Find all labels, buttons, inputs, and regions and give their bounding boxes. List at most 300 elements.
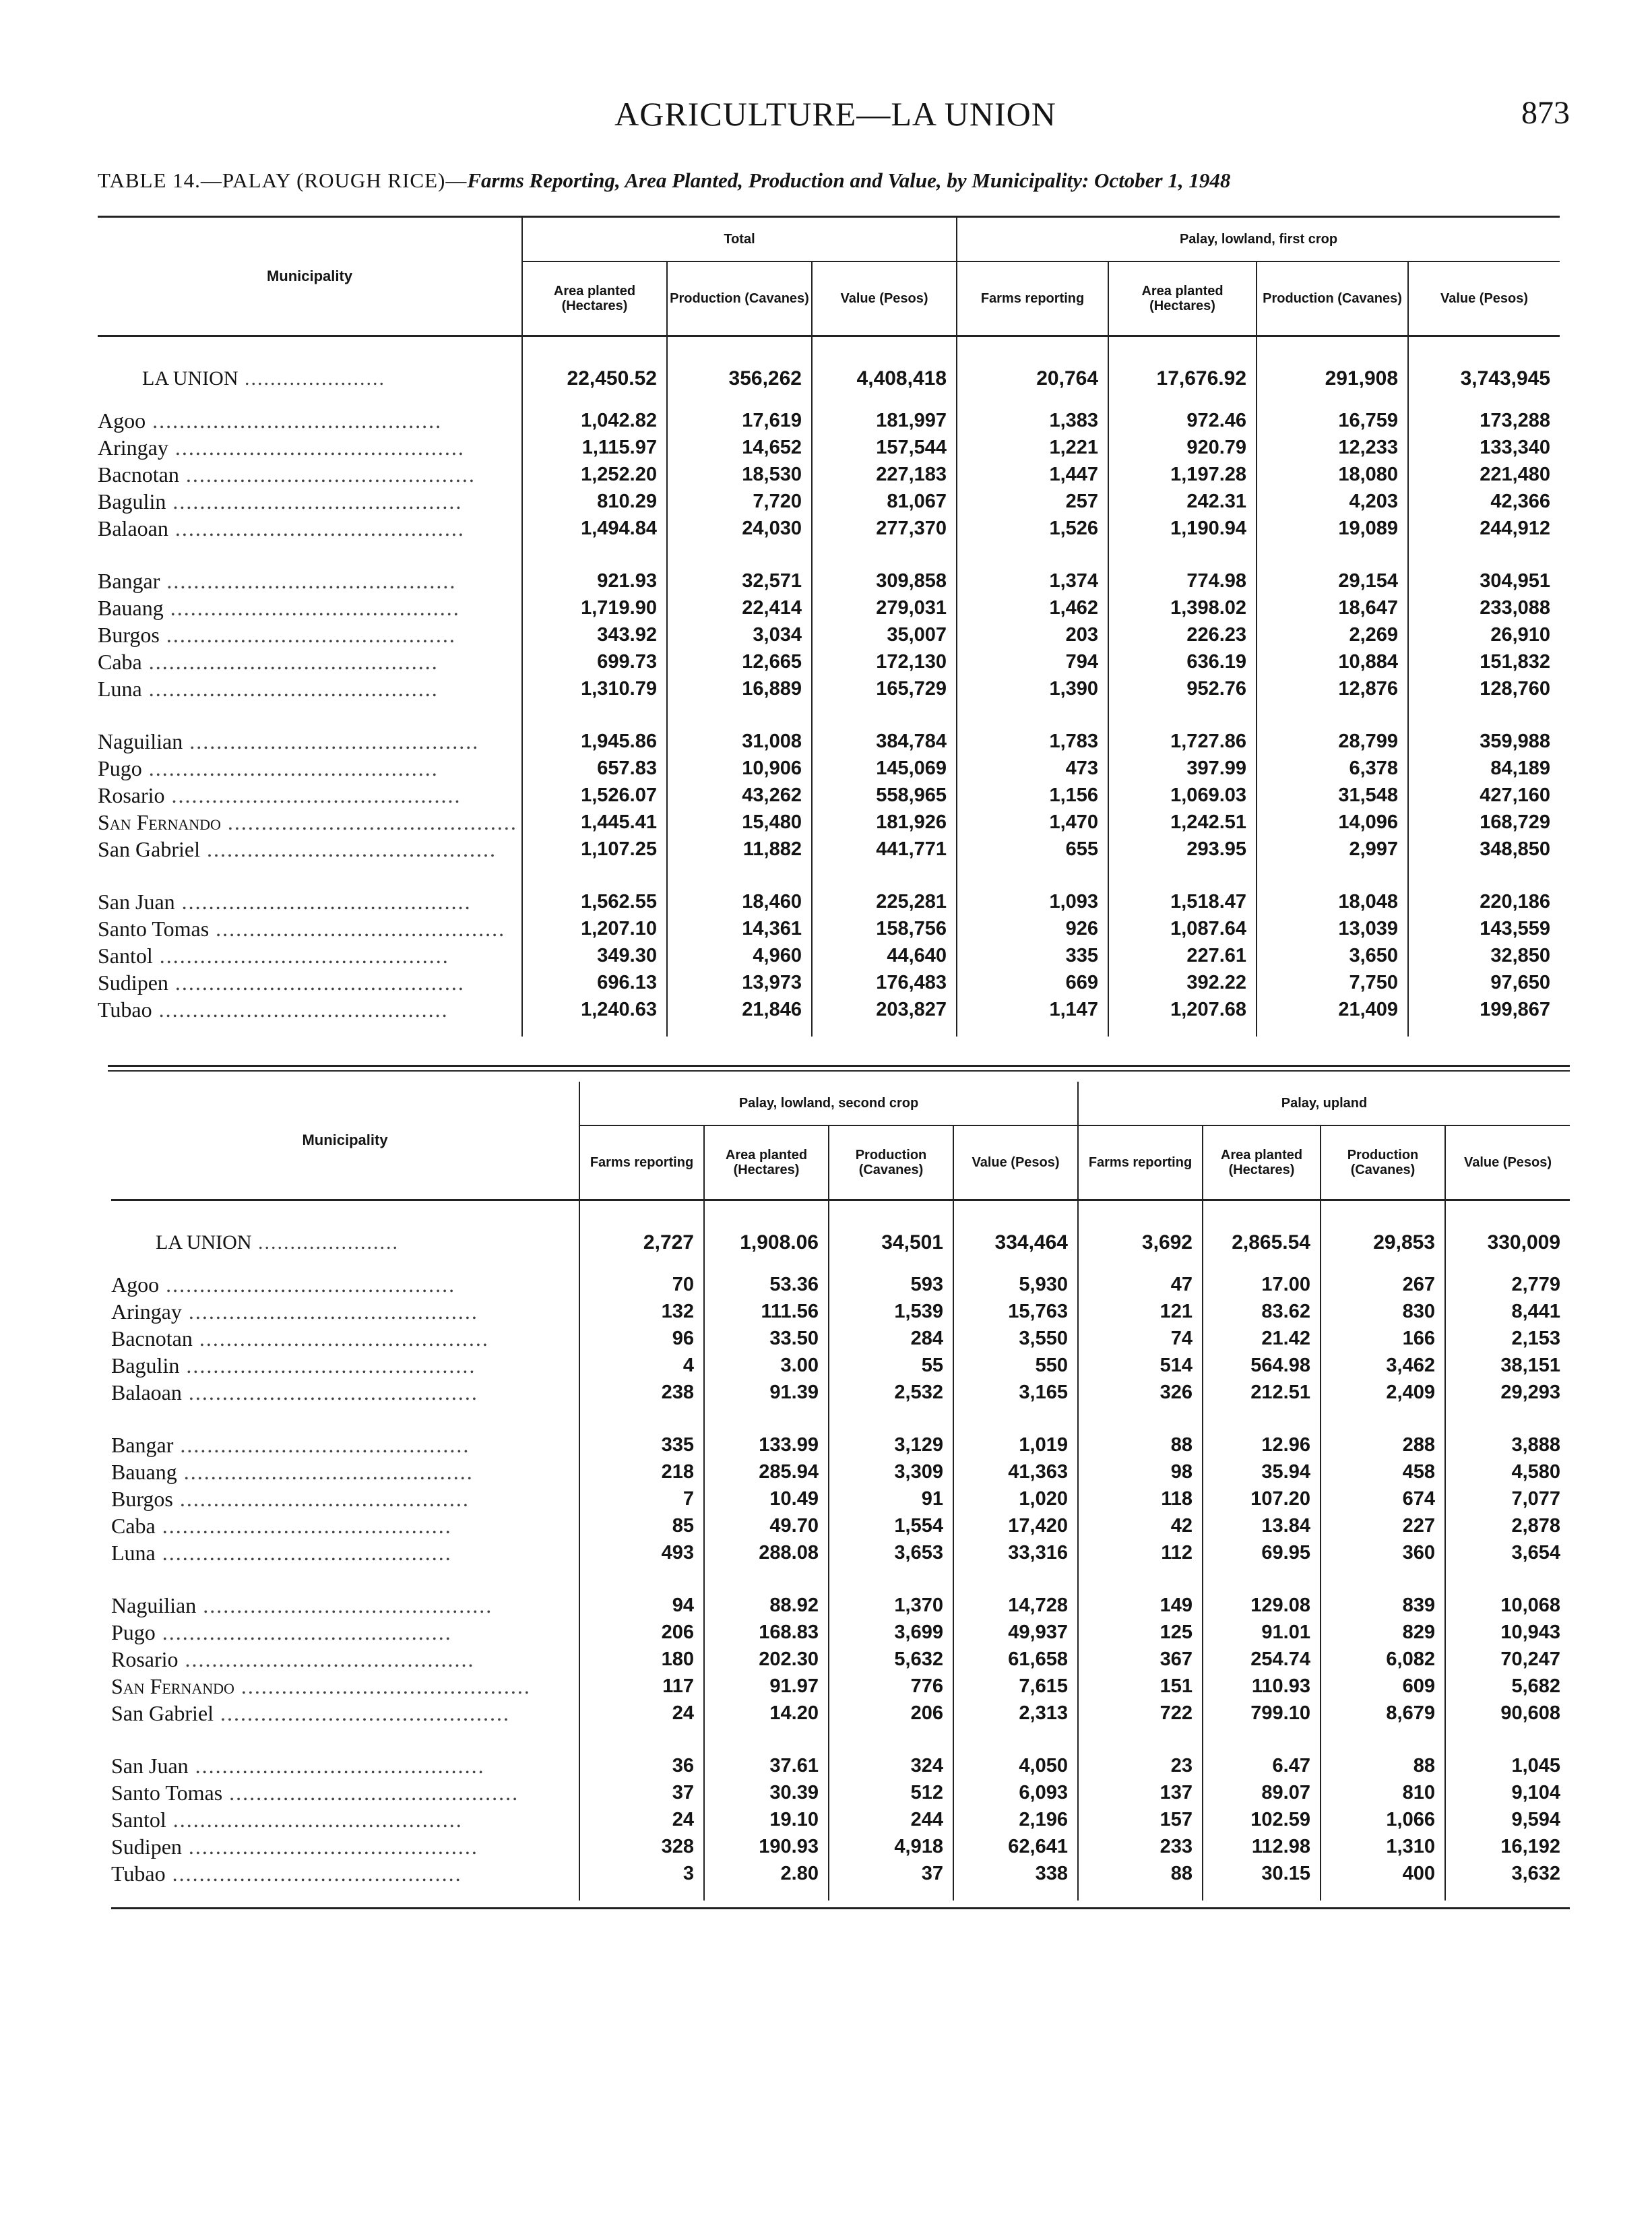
cell-value: 1,462 xyxy=(957,594,1108,621)
leader-dots: ........................................... xyxy=(146,408,443,433)
cell-value: 7 xyxy=(579,1485,704,1512)
cell-value: 3,654 xyxy=(1445,1539,1570,1566)
cell-value: 19,089 xyxy=(1257,515,1408,542)
total-row xyxy=(111,1223,1570,1263)
cell-value: 3,653 xyxy=(829,1539,953,1566)
cell-value: 10,943 xyxy=(1445,1619,1570,1646)
cell-value: 348,850 xyxy=(1408,836,1560,863)
cell-value: 29,293 xyxy=(1445,1379,1570,1406)
cell-value: 226.23 xyxy=(1108,621,1257,648)
cell-value: 17,619 xyxy=(667,407,812,434)
municipality-label: Balaoan xyxy=(111,1380,182,1404)
table-caption xyxy=(98,168,1560,193)
cell-value: 493 xyxy=(579,1539,704,1566)
cell-value: 15,480 xyxy=(667,809,812,836)
table-row xyxy=(111,1779,1570,1806)
municipality-label: Bauang xyxy=(98,595,164,620)
leader-dots: ........................................... xyxy=(178,1646,475,1671)
table-row xyxy=(98,915,1560,942)
cell-value: 2,409 xyxy=(1321,1379,1445,1406)
cell-value: 10,906 xyxy=(667,755,812,782)
municipality-label: Santol xyxy=(98,943,153,968)
municipality-label: Bagulin xyxy=(111,1353,180,1378)
cell-value: 15,763 xyxy=(953,1298,1078,1325)
cell-value: 2,865.54 xyxy=(1203,1223,1321,1263)
leader-dots: ........................................... xyxy=(192,1326,489,1351)
upland-group-header: Palay, upland xyxy=(1078,1082,1570,1125)
cell-value: 774.98 xyxy=(1108,567,1257,594)
cell-value: 3,692 xyxy=(1078,1223,1203,1263)
cell-value: 21,846 xyxy=(667,996,812,1023)
cell-value: 29,853 xyxy=(1321,1223,1445,1263)
cell-value: 3,034 xyxy=(667,621,812,648)
cell-value: 117 xyxy=(579,1673,704,1700)
leader-dots: ........................................... xyxy=(188,1753,485,1778)
cell-value: 44,640 xyxy=(812,942,957,969)
cell-value: 172,130 xyxy=(812,648,957,675)
cell-value: 3,550 xyxy=(953,1325,1078,1352)
cell-value: 49,937 xyxy=(953,1619,1078,1646)
cell-value: 233 xyxy=(1078,1833,1203,1860)
total-label: LA UNION xyxy=(142,367,239,390)
cell-value: 3,888 xyxy=(1445,1431,1570,1458)
municipality-name xyxy=(111,1806,579,1833)
municipality-name xyxy=(98,836,522,863)
leader-dots: ........................................... xyxy=(174,889,472,914)
col-header: Value (Pesos) xyxy=(1408,261,1560,336)
cell-value: 96 xyxy=(579,1325,704,1352)
cell-value: 203,827 xyxy=(812,996,957,1023)
cell-value: 1,783 xyxy=(957,728,1108,755)
cell-value: 6.47 xyxy=(1203,1752,1321,1779)
cell-value: 427,160 xyxy=(1408,782,1560,809)
cell-value: 89.07 xyxy=(1203,1779,1321,1806)
leader-dots: ........................................... xyxy=(160,568,457,593)
municipality-name xyxy=(111,1458,579,1485)
cell-value: 669 xyxy=(957,969,1108,996)
cell-value: 206 xyxy=(829,1700,953,1727)
municipality-label: Tubao xyxy=(98,997,152,1022)
cell-value: 91.01 xyxy=(1203,1619,1321,1646)
cell-value: 32,571 xyxy=(667,567,812,594)
leader-dots: ........................................... xyxy=(159,1272,456,1297)
table-row xyxy=(111,1833,1570,1860)
cell-value: 88 xyxy=(1078,1431,1203,1458)
cell-value: 277,370 xyxy=(812,515,957,542)
cell-value: 90,608 xyxy=(1445,1700,1570,1727)
cell-value: 202.30 xyxy=(704,1646,829,1673)
cell-value: 674 xyxy=(1321,1485,1445,1512)
cell-value: 564.98 xyxy=(1203,1352,1321,1379)
cell-value: 14,652 xyxy=(667,434,812,461)
cell-value: 1,374 xyxy=(957,567,1108,594)
municipality-name xyxy=(98,675,522,702)
cell-value: 1,445.41 xyxy=(522,809,667,836)
cell-value: 330,009 xyxy=(1445,1223,1570,1263)
cell-value: 2,196 xyxy=(953,1806,1078,1833)
table-row xyxy=(98,782,1560,809)
table-row xyxy=(98,461,1560,488)
cell-value: 3,165 xyxy=(953,1379,1078,1406)
table-row xyxy=(111,1458,1570,1485)
cell-value: 21.42 xyxy=(1203,1325,1321,1352)
cell-value: 81,067 xyxy=(812,488,957,515)
cell-value: 212.51 xyxy=(1203,1379,1321,1406)
cell-value: 168,729 xyxy=(1408,809,1560,836)
municipality-label: Burgos xyxy=(111,1486,173,1511)
municipality-name xyxy=(98,782,522,809)
leader-dots: ........................................... xyxy=(213,1700,510,1725)
cell-value: 4,050 xyxy=(953,1752,1078,1779)
cell-value: 244,912 xyxy=(1408,515,1560,542)
cell-value: 69.95 xyxy=(1203,1539,1321,1566)
cell-value: 810.29 xyxy=(522,488,667,515)
municipality-name xyxy=(111,1833,579,1860)
cell-value: 4,203 xyxy=(1257,488,1408,515)
cell-value: 206 xyxy=(579,1619,704,1646)
leader-dots: ........................................... xyxy=(199,836,497,861)
cell-value: 121 xyxy=(1078,1298,1203,1325)
total-label: LA UNION xyxy=(156,1231,252,1254)
cell-value: 254.74 xyxy=(1203,1646,1321,1673)
page-title: AGRICULTURE—LA UNION xyxy=(614,95,1056,133)
cell-value: 19.10 xyxy=(704,1806,829,1833)
cell-value: 110.93 xyxy=(1203,1673,1321,1700)
cell-value: 609 xyxy=(1321,1673,1445,1700)
cell-value: 220,186 xyxy=(1408,888,1560,915)
cell-value: 1,470 xyxy=(957,809,1108,836)
municipality-label: Balaoan xyxy=(98,516,168,540)
cell-value: 166 xyxy=(1321,1325,1445,1352)
cell-value: 2,153 xyxy=(1445,1325,1570,1352)
cell-value: 6,082 xyxy=(1321,1646,1445,1673)
cell-value: 47 xyxy=(1078,1271,1203,1298)
leader-dots: ........................................... xyxy=(166,1807,463,1832)
municipality-label: Agoo xyxy=(111,1272,160,1297)
cell-value: 920.79 xyxy=(1108,434,1257,461)
municipality-name xyxy=(98,594,522,621)
col-header: Production (Cavanes) xyxy=(1257,261,1408,336)
table-row xyxy=(98,621,1560,648)
municipality-name xyxy=(111,1860,579,1887)
cell-value: 91.39 xyxy=(704,1379,829,1406)
municipality-label: San Fernando xyxy=(111,1673,234,1698)
table-row xyxy=(98,675,1560,702)
cell-value: 26,910 xyxy=(1408,621,1560,648)
cell-value: 2.80 xyxy=(704,1860,829,1887)
cell-value: 74 xyxy=(1078,1325,1203,1352)
cell-value: 328 xyxy=(579,1833,704,1860)
cell-value: 111.56 xyxy=(704,1298,829,1325)
table-row xyxy=(98,434,1560,461)
cell-value: 33,316 xyxy=(953,1539,1078,1566)
cell-value: 84,189 xyxy=(1408,755,1560,782)
cell-value: 30.39 xyxy=(704,1779,829,1806)
cell-value: 839 xyxy=(1321,1592,1445,1619)
cell-value: 699.73 xyxy=(522,648,667,675)
col-header: Production (Cavanes) xyxy=(667,261,812,336)
cell-value: 14.20 xyxy=(704,1700,829,1727)
cell-value: 36 xyxy=(579,1752,704,1779)
municipality-label: Caba xyxy=(111,1513,156,1538)
leader-dots: ........................................... xyxy=(164,782,462,807)
cell-value: 34,501 xyxy=(829,1223,953,1263)
municipality-name xyxy=(111,1325,579,1352)
cell-value: 180 xyxy=(579,1646,704,1673)
municipality-name xyxy=(98,488,522,515)
cell-value: 11,882 xyxy=(667,836,812,863)
cell-value: 227 xyxy=(1321,1512,1445,1539)
table-row xyxy=(111,1431,1570,1458)
cell-value: 794 xyxy=(957,648,1108,675)
cell-value: 1,554 xyxy=(829,1512,953,1539)
cell-value: 20,764 xyxy=(957,359,1108,399)
cell-value: 218 xyxy=(579,1458,704,1485)
cell-value: 5,930 xyxy=(953,1271,1078,1298)
cell-value: 6,378 xyxy=(1257,755,1408,782)
leader-dots: ........................................... xyxy=(168,970,465,995)
cell-value: 1,093 xyxy=(957,888,1108,915)
cell-value: 593 xyxy=(829,1271,953,1298)
cell-value: 23 xyxy=(1078,1752,1203,1779)
cell-value: 285.94 xyxy=(704,1458,829,1485)
cell-value: 157 xyxy=(1078,1806,1203,1833)
municipality-name xyxy=(111,1512,579,1539)
cell-value: 22,450.52 xyxy=(522,359,667,399)
table-row xyxy=(111,1352,1570,1379)
leader-dots: ........................................... xyxy=(177,1459,474,1484)
municipality-name xyxy=(111,1779,579,1806)
cell-value: 102.59 xyxy=(1203,1806,1321,1833)
cell-value: 288 xyxy=(1321,1431,1445,1458)
col-header: Area planted (Hectares) xyxy=(704,1125,829,1200)
cell-value: 24 xyxy=(579,1700,704,1727)
municipality-name xyxy=(111,1379,579,1406)
municipality-label: Pugo xyxy=(111,1619,156,1644)
cell-value: 1,526 xyxy=(957,515,1108,542)
leader-dots: ........................................... xyxy=(141,755,439,780)
cell-value: 132 xyxy=(579,1298,704,1325)
municipality-label: Luna xyxy=(111,1540,156,1565)
table-row xyxy=(98,488,1560,515)
cell-value: 88 xyxy=(1321,1752,1445,1779)
table-row xyxy=(111,1539,1570,1566)
cell-value: 9,594 xyxy=(1445,1806,1570,1833)
page-header xyxy=(101,94,1570,148)
municipality-name xyxy=(98,515,522,542)
cell-value: 7,077 xyxy=(1445,1485,1570,1512)
col-header: Farms reporting xyxy=(957,261,1108,336)
leader-dots: ........................................... xyxy=(165,1861,462,1886)
cell-value: 1,945.86 xyxy=(522,728,667,755)
cell-value: 41,363 xyxy=(953,1458,1078,1485)
cell-value: 367 xyxy=(1078,1646,1203,1673)
municipality-name xyxy=(111,1223,579,1263)
table-row xyxy=(98,594,1560,621)
table-caption-lead: TABLE 14.—PALAY (ROUGH RICE)— xyxy=(98,168,468,192)
cell-value: 10,068 xyxy=(1445,1592,1570,1619)
table-row xyxy=(111,1673,1570,1700)
municipality-label: Bagulin xyxy=(98,489,166,514)
municipality-label: Aringay xyxy=(111,1299,182,1324)
cell-value: 3.00 xyxy=(704,1352,829,1379)
municipality-name xyxy=(98,461,522,488)
cell-value: 4,408,418 xyxy=(812,359,957,399)
cell-value: 7,720 xyxy=(667,488,812,515)
cell-value: 1,398.02 xyxy=(1108,594,1257,621)
cell-value: 181,997 xyxy=(812,407,957,434)
leader-dots: ........................................... xyxy=(183,729,480,753)
cell-value: 98 xyxy=(1078,1458,1203,1485)
cell-value: 397.99 xyxy=(1108,755,1257,782)
cell-value: 335 xyxy=(957,942,1108,969)
cell-value: 279,031 xyxy=(812,594,957,621)
leader-dots: ........................................... xyxy=(159,622,456,647)
cell-value: 392.22 xyxy=(1108,969,1257,996)
table-row xyxy=(111,1806,1570,1833)
cell-value: 1,518.47 xyxy=(1108,888,1257,915)
cell-value: 97,650 xyxy=(1408,969,1560,996)
leader-dots: ........................................... xyxy=(168,435,465,460)
cell-value: 125 xyxy=(1078,1619,1203,1646)
cell-value: 70,247 xyxy=(1445,1646,1570,1673)
cell-value: 37 xyxy=(579,1779,704,1806)
municipality-label: Santo Tomas xyxy=(111,1780,223,1805)
municipality-name xyxy=(98,728,522,755)
cell-value: 176,483 xyxy=(812,969,957,996)
table-row xyxy=(111,1485,1570,1512)
leader-dots: ........................................... xyxy=(163,595,460,620)
cell-value: 1,107.25 xyxy=(522,836,667,863)
cell-value: 31,548 xyxy=(1257,782,1408,809)
municipality-label: Tubao xyxy=(111,1861,166,1886)
cell-value: 972.46 xyxy=(1108,407,1257,434)
municipality-name xyxy=(98,407,522,434)
table-row xyxy=(98,809,1560,836)
cell-value: 1,494.84 xyxy=(522,515,667,542)
municipality-name xyxy=(111,1673,579,1700)
table-row xyxy=(98,969,1560,996)
municipality-name xyxy=(111,1352,579,1379)
table-row xyxy=(111,1512,1570,1539)
municipality-label: San Fernando xyxy=(98,809,221,834)
leader-dots: ........................................... xyxy=(152,943,449,968)
cell-value: 291,908 xyxy=(1257,359,1408,399)
table-row xyxy=(98,728,1560,755)
table-row xyxy=(111,1619,1570,1646)
municipality-name xyxy=(111,1298,579,1325)
cell-value: 225,281 xyxy=(812,888,957,915)
cell-value: 6,093 xyxy=(953,1779,1078,1806)
cell-value: 18,460 xyxy=(667,888,812,915)
cell-value: 2,727 xyxy=(579,1223,704,1263)
table-row xyxy=(98,942,1560,969)
cell-value: 1,069.03 xyxy=(1108,782,1257,809)
cell-value: 35,007 xyxy=(812,621,957,648)
cell-value: 158,756 xyxy=(812,915,957,942)
cell-value: 267 xyxy=(1321,1271,1445,1298)
cell-value: 776 xyxy=(829,1673,953,1700)
cell-value: 42 xyxy=(1078,1512,1203,1539)
table-bottom-rule xyxy=(111,1907,1570,1909)
cell-value: 8,441 xyxy=(1445,1298,1570,1325)
cell-value: 1,252.20 xyxy=(522,461,667,488)
table-separator xyxy=(108,1065,1570,1072)
cell-value: 88 xyxy=(1078,1860,1203,1887)
cell-value: 61,658 xyxy=(953,1646,1078,1673)
cell-value: 199,867 xyxy=(1408,996,1560,1023)
leader-dots: ........................................... xyxy=(209,916,506,941)
municipality-name xyxy=(98,434,522,461)
table-row xyxy=(98,996,1560,1023)
cell-value: 4,960 xyxy=(667,942,812,969)
cell-value: 30.15 xyxy=(1203,1860,1321,1887)
cell-value: 203 xyxy=(957,621,1108,648)
municipality-name xyxy=(98,888,522,915)
col-header: Area planted (Hectares) xyxy=(1203,1125,1321,1200)
leader-dots: ........................................... xyxy=(141,649,439,674)
cell-value: 8,679 xyxy=(1321,1700,1445,1727)
municipality-header: Municipality xyxy=(111,1082,579,1200)
cell-value: 3 xyxy=(579,1860,704,1887)
municipality-label: Luna xyxy=(98,676,142,701)
table-row xyxy=(98,567,1560,594)
cell-value: 42,366 xyxy=(1408,488,1560,515)
cell-value: 14,361 xyxy=(667,915,812,942)
total-row xyxy=(98,359,1560,399)
cell-value: 921.93 xyxy=(522,567,667,594)
cell-value: 1,240.63 xyxy=(522,996,667,1023)
cell-value: 1,045 xyxy=(1445,1752,1570,1779)
cell-value: 3,129 xyxy=(829,1431,953,1458)
cell-value: 12,665 xyxy=(667,648,812,675)
municipality-name xyxy=(111,1485,579,1512)
cell-value: 14,728 xyxy=(953,1592,1078,1619)
cell-value: 257 xyxy=(957,488,1108,515)
municipality-label: Bacnotan xyxy=(98,462,179,487)
municipality-name xyxy=(98,915,522,942)
cell-value: 157,544 xyxy=(812,434,957,461)
cell-value: 284 xyxy=(829,1325,953,1352)
municipality-name xyxy=(98,621,522,648)
cell-value: 118 xyxy=(1078,1485,1203,1512)
cell-value: 12,876 xyxy=(1257,675,1408,702)
leader-dots: ........................................... xyxy=(152,997,449,1022)
cell-value: 18,048 xyxy=(1257,888,1408,915)
table-row xyxy=(98,836,1560,863)
cell-value: 14,096 xyxy=(1257,809,1408,836)
cell-value: 1,115.97 xyxy=(522,434,667,461)
table-total-first-crop xyxy=(98,216,1560,1037)
cell-value: 304,951 xyxy=(1408,567,1560,594)
cell-value: 441,771 xyxy=(812,836,957,863)
cell-value: 722 xyxy=(1078,1700,1203,1727)
cell-value: 112 xyxy=(1078,1539,1203,1566)
col-header: Value (Pesos) xyxy=(953,1125,1078,1200)
leader-dots: ........................................... xyxy=(181,1834,478,1859)
cell-value: 17,676.92 xyxy=(1108,359,1257,399)
cell-value: 190.93 xyxy=(704,1833,829,1860)
table-row xyxy=(98,755,1560,782)
cell-value: 94 xyxy=(579,1592,704,1619)
cell-value: 145,069 xyxy=(812,755,957,782)
cell-value: 1,447 xyxy=(957,461,1108,488)
leader-dots: ........................................... xyxy=(166,489,463,514)
cell-value: 227,183 xyxy=(812,461,957,488)
municipality-label: Sudipen xyxy=(98,970,168,995)
cell-value: 233,088 xyxy=(1408,594,1560,621)
municipality-name xyxy=(98,969,522,996)
